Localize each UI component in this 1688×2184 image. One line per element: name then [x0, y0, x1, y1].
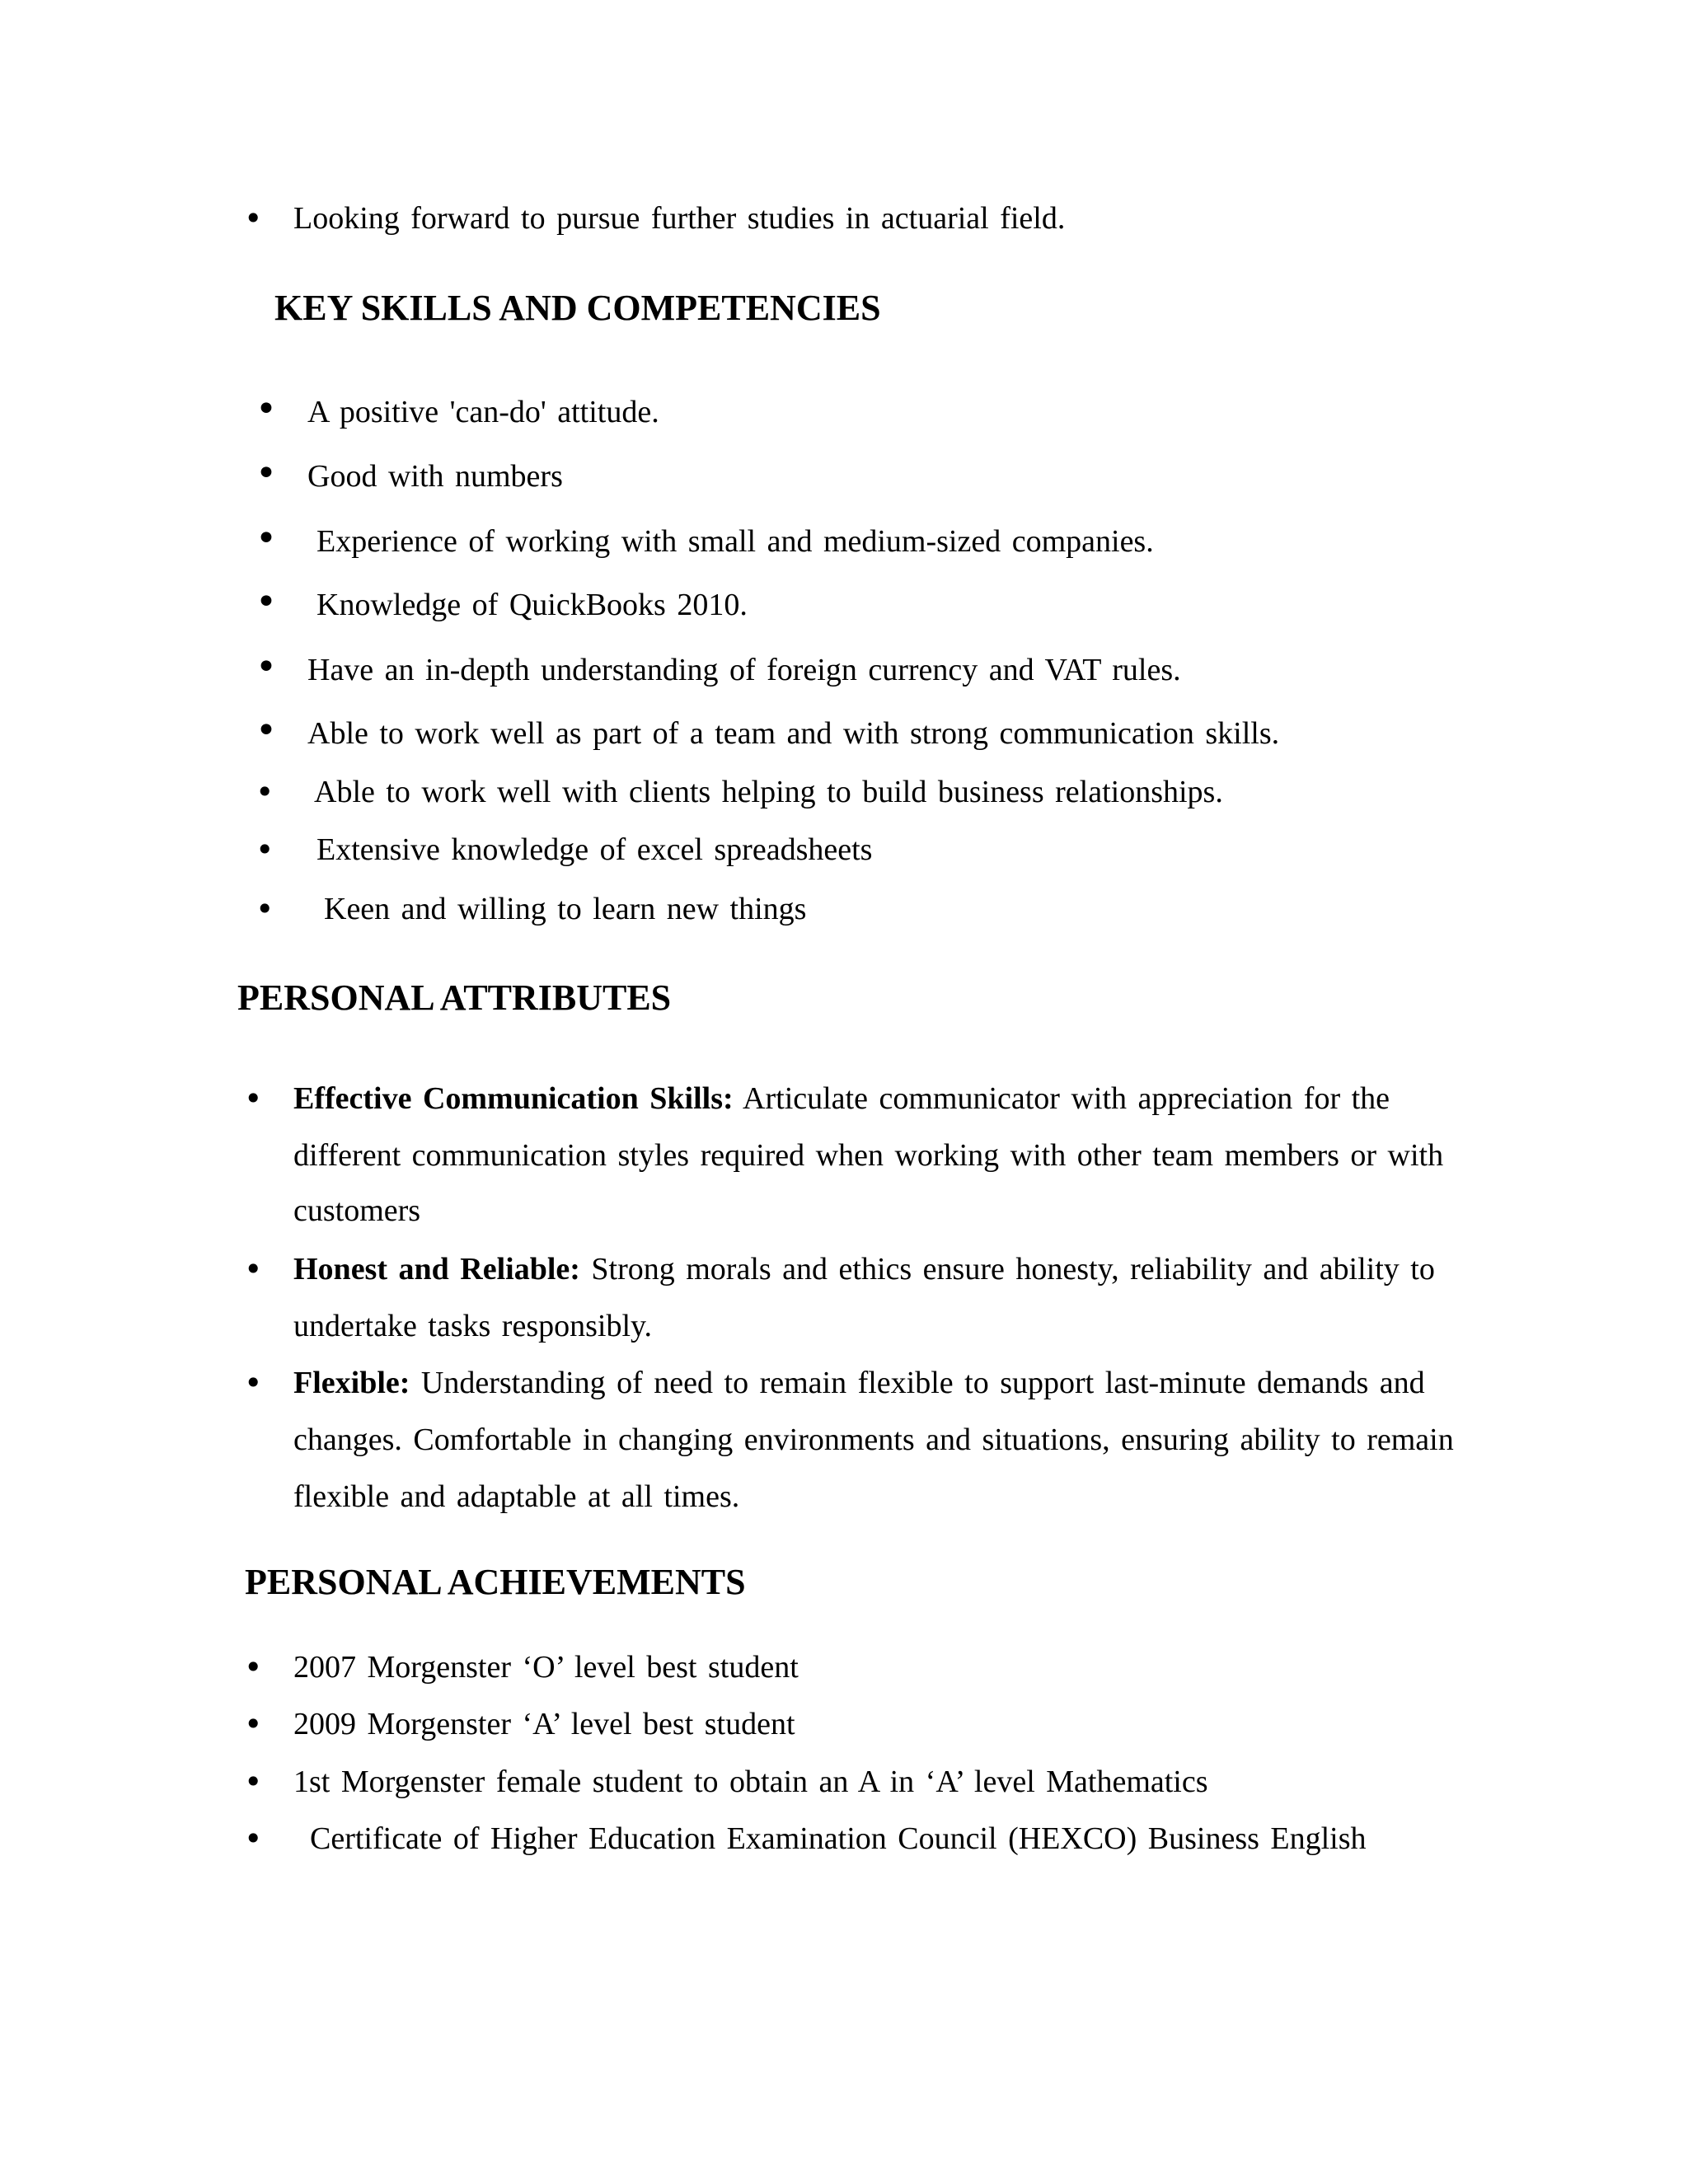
attribute-item	[293, 1364, 1425, 1402]
bullet-icon: •	[256, 710, 277, 752]
skill-item: Keen and willing to learn new things	[324, 892, 807, 926]
bullet-icon: •	[244, 1821, 263, 1857]
bullet-icon: •	[256, 774, 274, 810]
attribute-label: Effective Communication Skills:	[293, 1081, 734, 1116]
skill-item: A positive 'can-do' attitude.	[307, 395, 659, 429]
bullet-icon: •	[244, 200, 263, 237]
personal-achievements-heading: PERSONAL ACHIEVEMENTS	[245, 1562, 746, 1602]
attribute-text: different communication styles required when working with other team members or with	[293, 1138, 1444, 1173]
attribute-text: Strong morals and ethics ensure honesty, reliability and ability to	[579, 1252, 1435, 1286]
intro-item: Looking forward to pursue further studies in actuarial field.	[293, 201, 1066, 236]
bullet-icon: •	[256, 646, 277, 688]
bullet-icon: •	[256, 581, 277, 623]
achievement-item: 2007 Morgenster ‘O’ level best student	[293, 1650, 799, 1685]
bullet-icon: •	[244, 1365, 263, 1401]
skill-item: Able to work well as part of a team and with strong communication skills.	[307, 716, 1280, 751]
attribute-item	[293, 1080, 1390, 1118]
bullet-icon: •	[244, 1251, 263, 1287]
attribute-label: Honest and Reliable:	[293, 1252, 580, 1286]
attribute-item	[293, 1250, 1435, 1288]
bullet-icon: •	[256, 832, 274, 868]
attribute-text: undertake tasks responsibly.	[293, 1309, 653, 1343]
skill-item: Knowledge of QuickBooks 2010.	[316, 588, 748, 622]
key-skills-heading: KEY SKILLS AND COMPETENCIES	[274, 288, 881, 328]
bullet-icon: •	[244, 1080, 263, 1117]
achievement-item: 2009 Morgenster ‘A’ level best student	[293, 1707, 795, 1741]
attribute-text: Understanding of need to remain flexible to support last-minute demands and	[410, 1366, 1425, 1400]
achievement-item: Certificate of Higher Education Examination Council (HEXCO) Business English	[310, 1821, 1367, 1856]
skill-item: Able to work well with clients helping to build business relationships.	[314, 775, 1223, 809]
attribute-text: flexible and adaptable at all times.	[293, 1479, 740, 1514]
attribute-text: Articulate communicator with appreciation for the	[733, 1081, 1390, 1116]
skill-item: Extensive knowledge of excel spreadsheets	[316, 832, 873, 867]
attribute-text: customers	[293, 1193, 421, 1228]
skill-item: Good with numbers	[307, 459, 563, 494]
bullet-icon: •	[256, 452, 277, 494]
bullet-icon: •	[256, 518, 277, 560]
achievement-item: 1st Morgenster female student to obtain an A in ‘A’ level Mathematics	[293, 1765, 1208, 1799]
skill-item: Experience of working with small and medium-sized companies.	[316, 524, 1154, 559]
bullet-icon: •	[244, 1649, 263, 1685]
bullet-icon: •	[256, 891, 274, 927]
bullet-icon: •	[244, 1764, 263, 1800]
personal-attributes-heading: PERSONAL ATTRIBUTES	[237, 977, 672, 1018]
bullet-icon: •	[244, 1706, 263, 1742]
skill-item: Have an in-depth understanding of foreign currency and VAT rules.	[307, 653, 1181, 687]
attribute-text: changes. Comfortable in changing environments and situations, ensuring ability to remain	[293, 1422, 1454, 1457]
bullet-icon: •	[256, 388, 277, 430]
attribute-label: Flexible:	[293, 1366, 410, 1400]
